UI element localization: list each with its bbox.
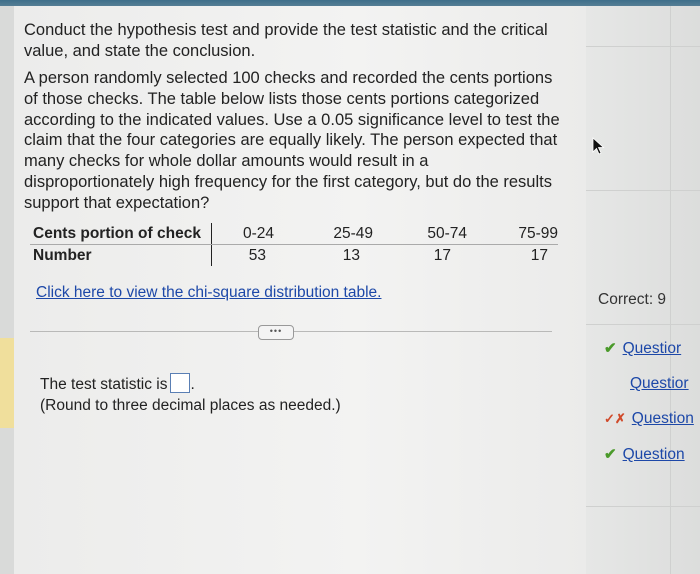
question-nav-item[interactable] xyxy=(604,339,681,358)
answer-prompt: The test statistic is xyxy=(40,376,168,393)
chi-square-table-link[interactable]: Click here to view the chi-square distribution table. xyxy=(36,284,382,301)
question-instruction: Conduct the hypothesis test and provide the test statistic and the critical value, and state the conclusion. xyxy=(24,21,548,60)
round-note: (Round to three decimal places as needed.) xyxy=(40,397,341,414)
grid-line xyxy=(586,324,700,325)
question-nav-label: Question xyxy=(622,446,685,463)
cents-table xyxy=(30,223,558,266)
table-row-label: Number xyxy=(30,245,212,267)
check-icon: ✔ xyxy=(604,446,617,463)
question-nav-item[interactable] xyxy=(604,445,685,464)
question-nav-item[interactable] xyxy=(604,410,694,428)
question-nav-label: Questior xyxy=(622,340,682,357)
table-category: 0-24 xyxy=(212,223,275,245)
table-header-row xyxy=(30,223,558,245)
question-nav-item[interactable] xyxy=(630,375,689,393)
test-statistic-input[interactable] xyxy=(170,373,190,393)
grid-line xyxy=(586,46,700,47)
table-category: 50-74 xyxy=(373,223,467,245)
table-header-label: Cents portion of check xyxy=(30,223,212,245)
grid-line xyxy=(586,190,700,191)
check-icon: ✔ xyxy=(604,340,617,357)
table-category: 25-49 xyxy=(274,223,373,245)
table-cell: 17 xyxy=(530,246,548,264)
question-list-panel xyxy=(586,6,700,574)
question-nav-label: Question xyxy=(631,410,694,427)
current-question-indicator xyxy=(0,338,14,428)
more-button[interactable]: ••• xyxy=(258,325,294,340)
question-nav-label: Questior xyxy=(630,375,689,392)
table-row xyxy=(30,245,558,267)
correct-count: Correct: 9 xyxy=(598,291,667,308)
question-body: A person randomly selected 100 checks and recorded the cents portions of those checks. The table below lists those cents portions categorized according to the indicated values. Use a 0.05 significance level to test the claim that the four categories are equally likely. The person expected that many checks for whole dollar amounts would result in a disproportionately high frequency for the first category, but do the results support that expectation? xyxy=(24,69,560,212)
grid-line xyxy=(670,6,671,574)
table-cell: 13 xyxy=(342,246,360,264)
table-cell: 53 xyxy=(248,246,266,264)
table-cell: 17 xyxy=(433,246,451,264)
mouse-pointer-icon xyxy=(592,137,606,155)
grid-line xyxy=(586,506,700,507)
answer-suffix: . xyxy=(190,376,195,393)
table-category: 75-99 xyxy=(467,223,558,245)
answer-line xyxy=(40,373,195,394)
partial-credit-icon: ✓✗ xyxy=(604,411,626,426)
